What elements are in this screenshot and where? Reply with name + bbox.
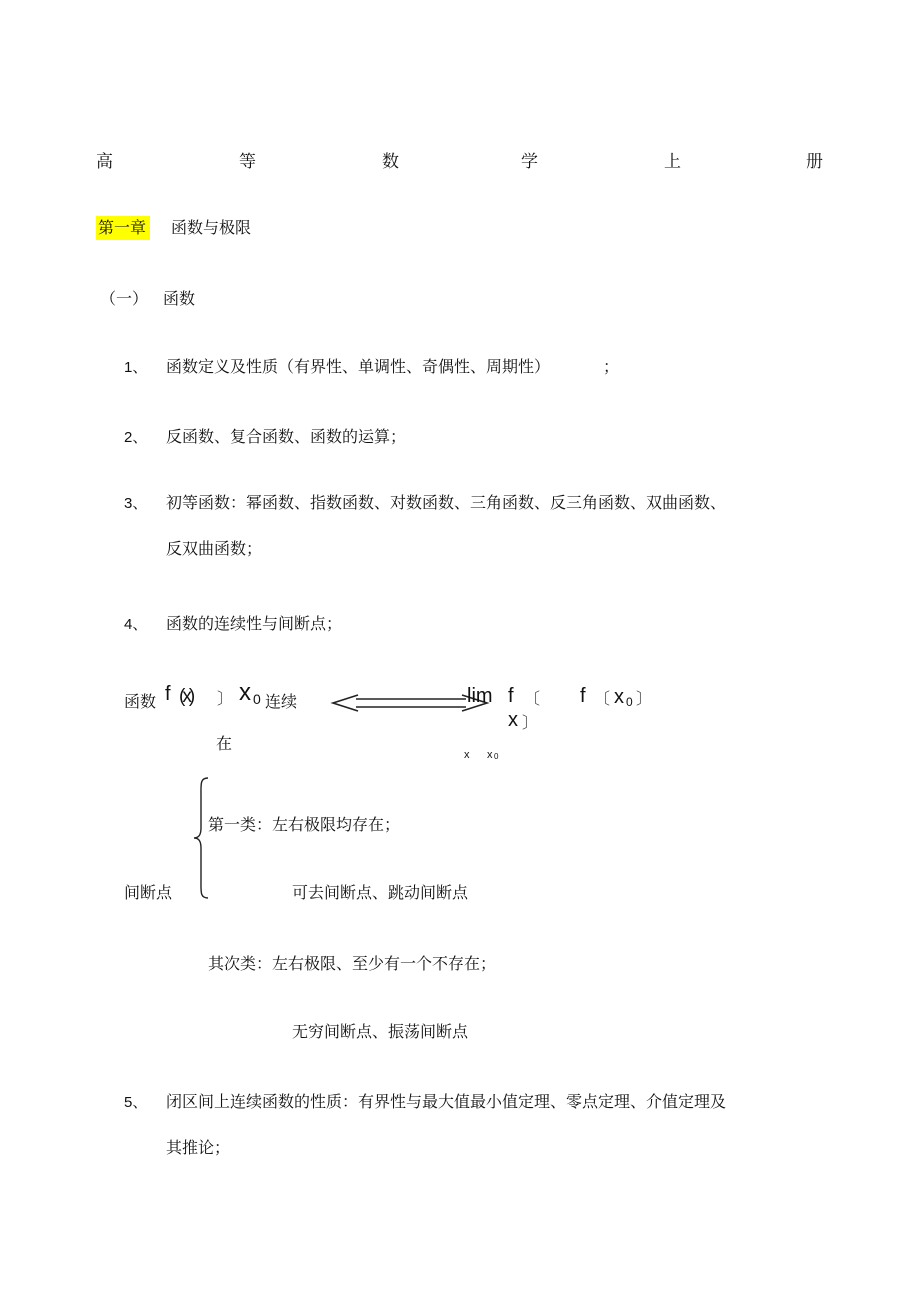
formula-x0: x xyxy=(239,679,251,706)
formula-rhs-open: 〔 xyxy=(594,689,611,708)
chapter-heading xyxy=(96,215,150,238)
formula-rhs-x: x xyxy=(614,686,624,708)
item-number: 1、 xyxy=(124,359,148,376)
formula-lim-open: 〔 xyxy=(524,689,541,708)
second-kind-types: 无穷间断点、振荡间断点 xyxy=(292,1022,469,1041)
formula-lim-close: 〕 xyxy=(522,713,539,732)
double-arrow-icon xyxy=(330,693,490,713)
formula-rhs-f: f xyxy=(580,685,586,707)
first-kind: 第一类：左右极限均存在； xyxy=(208,815,401,834)
formula-f: f xyxy=(165,683,171,705)
title-char: 高 xyxy=(96,152,113,172)
title-char: 上 xyxy=(664,152,681,172)
formula-under-sub: 0 xyxy=(494,752,499,761)
discontinuity-label: 间断点 xyxy=(124,883,173,902)
section-name: 函数 xyxy=(163,289,196,308)
first-kind-types: 可去间断点、跳动间断点 xyxy=(292,883,469,902)
formula-lim-x: x xyxy=(508,709,518,731)
section-marker: （一） xyxy=(100,289,149,308)
formula-rhs-sub: 0 xyxy=(626,695,633,709)
formula-under-x0: x xyxy=(487,749,493,761)
second-kind: 其次类：左右极限、至少有一个不存在； xyxy=(208,954,497,973)
formula-under-x: x xyxy=(464,749,470,761)
formula-prefix: 函数 xyxy=(124,692,157,711)
title-char: 等 xyxy=(239,152,256,172)
item-number: 2、 xyxy=(124,429,148,446)
chapter-name: 函数与极限 xyxy=(171,218,252,237)
item-text-cont: 其推论； xyxy=(166,1138,231,1157)
chapter-number: 第一章 xyxy=(96,216,150,240)
item-number: 5、 xyxy=(124,1094,148,1111)
item-text-end: ； xyxy=(603,357,620,376)
formula-continuous: 连续 xyxy=(265,692,298,711)
formula-bracket: 〕 xyxy=(217,689,234,708)
item-number: 4、 xyxy=(124,616,148,633)
item-text: 反函数、复合函数、函数的运算； xyxy=(166,427,407,446)
title-char: 学 xyxy=(521,152,538,172)
item-number: 3、 xyxy=(124,495,148,512)
formula-at: 在 xyxy=(216,734,233,753)
item-text-cont: 反双曲函数； xyxy=(166,539,263,558)
formula-lim-f: f xyxy=(508,685,514,707)
item-text: 函数定义及性质（有界性、单调性、奇偶性、周期性） xyxy=(166,357,551,376)
formula-sub0: 0 xyxy=(253,691,261,707)
formula-paren-x: (x) xyxy=(179,686,193,707)
item-text: 初等函数：幂函数、指数函数、对数函数、三角函数、反三角函数、双曲函数、 xyxy=(166,493,727,512)
item-text: 闭区间上连续函数的性质：有界性与最大值最小值定理、零点定理、介值定理及 xyxy=(166,1092,727,1111)
formula-rhs-close: 〕 xyxy=(636,689,653,708)
title-char: 数 xyxy=(382,152,399,172)
item-text: 函数的连续性与间断点； xyxy=(166,614,343,633)
left-brace-icon xyxy=(192,776,212,900)
formula-lim: lim xyxy=(467,685,493,707)
title-char: 册 xyxy=(806,152,823,172)
